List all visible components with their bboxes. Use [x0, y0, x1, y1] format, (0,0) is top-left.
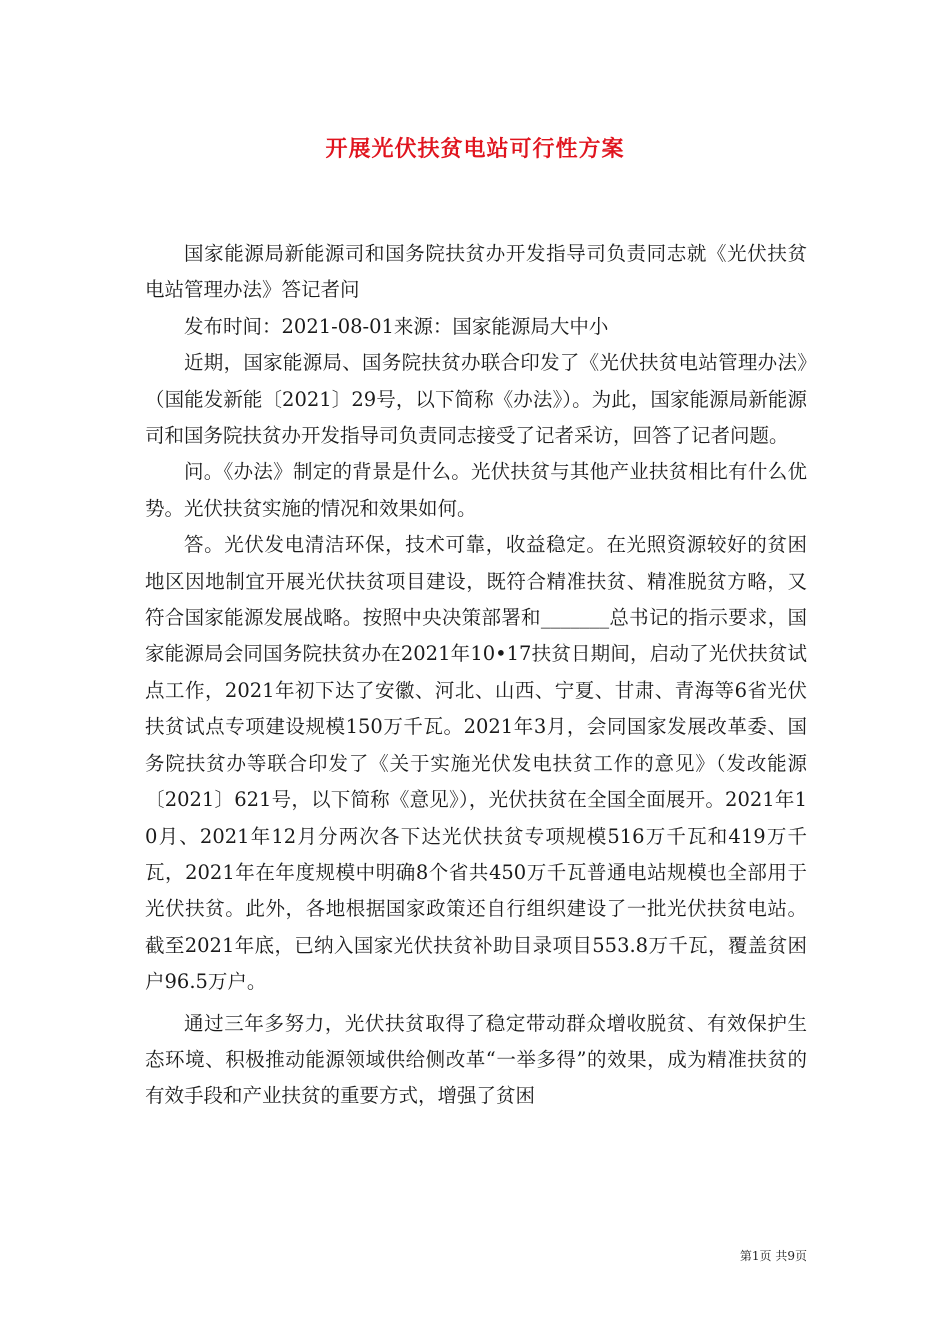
document-title: 开展光伏扶贫电站可行性方案 — [325, 137, 625, 162]
paragraph-intro: 国家能源局新能源司和国务院扶贫办开发指导司负责同志就《光伏扶贫电站管理办法》答记者问 — [145, 242, 807, 302]
paragraph-answer: 答。光伏发电清洁环保，技术可靠，收益稳定。在光照资源较好的贫困地区因地制宜开展光伏扶贫项目建设，既符合精准扶贫、精准脱贫方略，又符合国家能源发展战略。按照中央决策部署和_______总书记的指示要求，国家能源局会同国务院扶贫办在2021年10•17扶贫日期间，启动了光伏扶贫试点工作，2021年初下达了安徽、河北、山西、宁夏、甘肃、青海等6省光伏扶贫试点专项建设规模150万千瓦。2021年3月，会同国家发展改革委、国务院扶贫办等联合印发了《关于实施光伏发电扶贫工作的意见》（发改能源〔2021〕621号，以下简称《意见》），光伏扶贫在全国全面展开。2021年10月、2021年12月分两次各下达光伏扶贫专项规模516万千瓦和419万千瓦，2021年在年度规模中明确8个省共450万千瓦普通电站规模也全部用于光伏扶贫。此外，各地根据国家政策还自行组织建设了一批光伏扶贫电站。截至2021年底，已纳入国家光伏扶贫补助目录项目553.8万千瓦，覆盖贫困户96.5万户。 — [145, 533, 807, 994]
document-body — [145, 236, 807, 1115]
paragraph-question: 问。《办法》制定的背景是什么。光伏扶贫与其他产业扶贫相比有什么优势。光伏扶贫实施的情况和效果如何。 — [145, 460, 807, 520]
paragraph-background: 近期，国家能源局、国务院扶贫办联合印发了《光伏扶贫电站管理办法》（国能发新能〔2021〕29号，以下简称《办法》）。为此，国家能源局新能源司和国务院扶贫办开发指导司负责同志接受了记者采访，回答了记者问题。 — [145, 351, 807, 448]
paragraph-results: 通过三年多努力，光伏扶贫取得了稳定带动群众增收脱贫、有效保护生态环境、积极推动能源领域供给侧改革“一举多得”的效果，成为精准扶贫的有效手段和产业扶贫的重要方式，增强了贫困 — [145, 1011, 807, 1108]
page-number-footer: 第1页 共9页 — [739, 1249, 807, 1263]
paragraph-publish-info: 发布时间：2021-08-01来源：国家能源局大中小 — [184, 314, 609, 338]
